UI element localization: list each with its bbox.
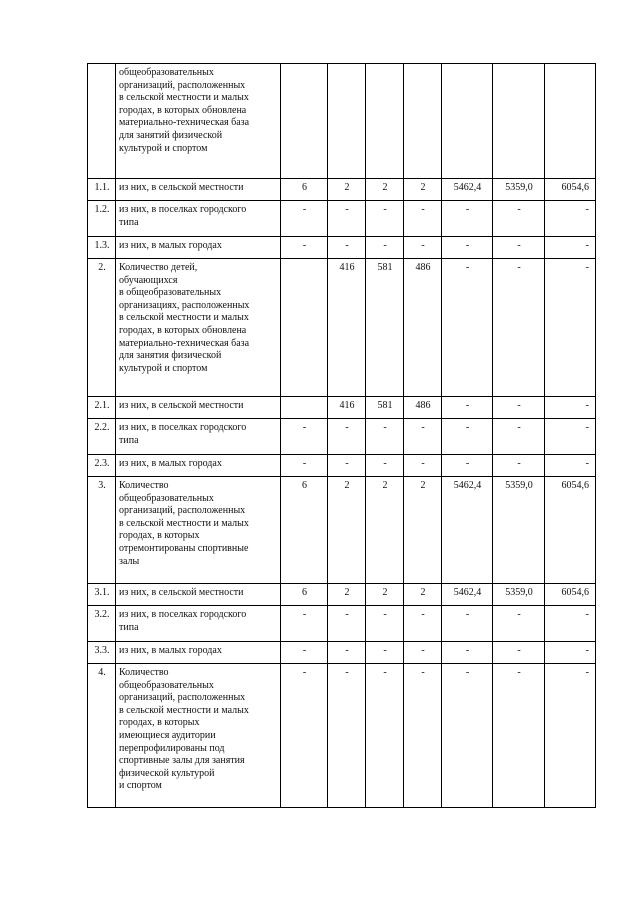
value-cell: - [328,237,366,259]
row-number: 3.3. [88,642,116,664]
value-cell: 6 [281,584,328,606]
value-cell: 5359,0 [493,584,545,606]
value-cell: - [366,237,404,259]
value-cell: - [545,397,596,419]
value-cell: - [442,201,493,237]
row-number: 3.1. [88,584,116,606]
value-cell: - [442,237,493,259]
value-cell: 581 [366,397,404,419]
value-cell: - [545,606,596,642]
value-cell [545,64,596,179]
value-cell: - [493,201,545,237]
value-cell: 2 [366,477,404,584]
value-cell: 5359,0 [493,477,545,584]
value-cell: - [545,237,596,259]
value-cell: - [281,664,328,808]
value-cell: 6 [281,477,328,584]
indicators-table [87,63,596,808]
table-row [88,259,596,397]
row-description: Количество детей, обучающихся в общеобразовательных организациях, расположенных в сельской местности и малых городах, в которых обновлена материально-техническая база для занятия физической культурой и спортом [116,259,281,397]
value-cell: 6 [281,179,328,201]
value-cell: - [493,419,545,455]
table-row [88,642,596,664]
value-cell: - [366,419,404,455]
value-cell: - [328,455,366,477]
table-row [88,455,596,477]
value-cell: - [545,455,596,477]
value-cell: 2 [404,179,442,201]
value-cell: 486 [404,397,442,419]
value-cell: 2 [366,584,404,606]
row-description: Количество общеобразовательных организаций, расположенных в сельской местности и малых городах, в которых имеющиеся аудитории перепрофилированы под спортивные залы для занятия физической культурой и спортом [116,664,281,808]
value-cell [281,259,328,397]
value-cell: 2 [328,584,366,606]
table-row [88,477,596,584]
value-cell: - [366,642,404,664]
row-number: 2.1. [88,397,116,419]
row-description: из них, в сельской местности [116,584,281,606]
row-number: 4. [88,664,116,808]
row-number [88,64,116,179]
row-number: 1.2. [88,201,116,237]
value-cell: 2 [366,179,404,201]
value-cell: - [493,455,545,477]
value-cell: - [493,664,545,808]
value-cell: 2 [328,477,366,584]
value-cell: - [328,642,366,664]
row-description: Количество общеобразовательных организаций, расположенных в сельской местности и малых городах, в которых отремонтированы спортивные залы [116,477,281,584]
value-cell: 2 [328,179,366,201]
value-cell: - [281,642,328,664]
value-cell: - [545,259,596,397]
value-cell: - [442,455,493,477]
value-cell: - [442,259,493,397]
value-cell: - [404,642,442,664]
table-body [88,64,596,808]
value-cell: - [545,664,596,808]
value-cell: - [366,664,404,808]
row-number: 1.1. [88,179,116,201]
value-cell: 416 [328,259,366,397]
value-cell [328,64,366,179]
table-row [88,64,596,179]
row-number: 3. [88,477,116,584]
value-cell: - [328,664,366,808]
value-cell: 6054,6 [545,477,596,584]
value-cell: - [442,419,493,455]
value-cell [281,397,328,419]
row-description: из них, в поселках городского типа [116,419,281,455]
value-cell: - [404,455,442,477]
value-cell: - [328,419,366,455]
value-cell: 2 [404,477,442,584]
value-cell: 6054,6 [545,584,596,606]
value-cell [404,64,442,179]
value-cell [493,64,545,179]
value-cell: 6054,6 [545,179,596,201]
table-row [88,606,596,642]
value-cell: - [545,419,596,455]
value-cell: - [404,419,442,455]
value-cell: - [493,397,545,419]
value-cell: - [328,201,366,237]
value-cell: - [281,455,328,477]
value-cell: - [442,642,493,664]
row-number: 2.2. [88,419,116,455]
table-row [88,397,596,419]
row-description: из них, в малых городах [116,642,281,664]
value-cell: - [493,606,545,642]
value-cell: - [281,606,328,642]
value-cell: - [404,201,442,237]
value-cell: - [442,606,493,642]
value-cell: - [442,664,493,808]
value-cell: 5462,4 [442,179,493,201]
row-number: 2. [88,259,116,397]
value-cell: 5359,0 [493,179,545,201]
row-description: из них, в малых городах [116,455,281,477]
value-cell [281,64,328,179]
row-description: из них, в сельской местности [116,179,281,201]
value-cell: 2 [404,584,442,606]
value-cell [366,64,404,179]
table-row [88,179,596,201]
value-cell: - [545,642,596,664]
value-cell: - [442,397,493,419]
value-cell: - [493,237,545,259]
row-description: из них, в поселках городского типа [116,606,281,642]
row-description: из них, в поселках городского типа [116,201,281,237]
row-number: 1.3. [88,237,116,259]
row-description: из них, в малых городах [116,237,281,259]
value-cell: - [404,606,442,642]
row-number: 3.2. [88,606,116,642]
table-row [88,584,596,606]
value-cell: - [545,201,596,237]
table-row [88,201,596,237]
value-cell: - [493,642,545,664]
row-number: 2.3. [88,455,116,477]
row-description: из них, в сельской местности [116,397,281,419]
value-cell: - [366,201,404,237]
value-cell: - [493,259,545,397]
value-cell: - [281,419,328,455]
value-cell: - [366,606,404,642]
value-cell: 486 [404,259,442,397]
row-description: общеобразовательных организаций, расположенных в сельской местности и малых городах, в которых обновлена материально-техническая база для занятий физической культурой и спортом [116,64,281,179]
table-row [88,419,596,455]
value-cell: - [328,606,366,642]
table-row [88,237,596,259]
value-cell: - [404,237,442,259]
value-cell: - [281,237,328,259]
value-cell: 5462,4 [442,584,493,606]
value-cell: 581 [366,259,404,397]
value-cell: - [404,664,442,808]
value-cell: - [366,455,404,477]
table-row [88,664,596,808]
value-cell: - [281,201,328,237]
value-cell: 5462,4 [442,477,493,584]
value-cell: 416 [328,397,366,419]
value-cell [442,64,493,179]
